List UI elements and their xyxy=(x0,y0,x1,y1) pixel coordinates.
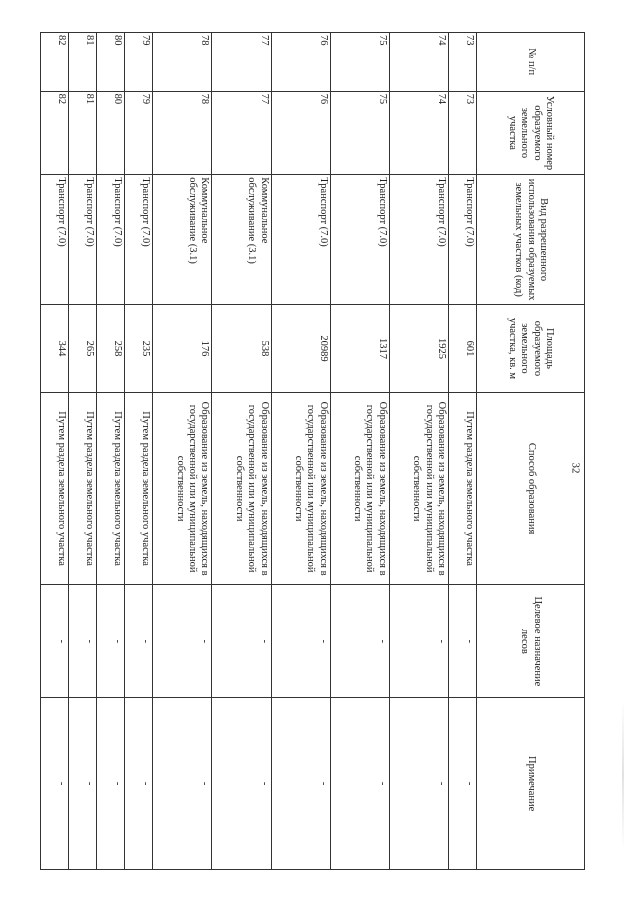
cell-vid: Транспорт (7.0) xyxy=(41,175,69,305)
cell-n: 77 xyxy=(212,33,271,92)
cell-vid: Транспорт (7.0) xyxy=(97,175,125,305)
table-row xyxy=(41,33,69,870)
cell-vid: Транспорт (7.0) xyxy=(125,175,153,305)
cell-vid: Коммунальное обслуживание (3.1) xyxy=(153,175,212,305)
cell-cond: 76 xyxy=(271,91,330,175)
cell-method: Образование из земель, находящихся в государственной или муниципальной собственности xyxy=(271,392,330,585)
table-row xyxy=(212,33,271,870)
cell-vid: Транспорт (7.0) xyxy=(271,175,330,305)
cell-note: - xyxy=(271,698,330,870)
cell-note: - xyxy=(125,698,153,870)
cell-method: Образование из земель, находящихся в государственной или муниципальной собственности xyxy=(212,392,271,585)
cell-area: 258 xyxy=(97,305,125,393)
header-note: Примечание xyxy=(477,698,585,870)
cell-area: 1925 xyxy=(389,305,448,393)
header-method: Способ образования xyxy=(477,392,585,585)
cell-area: 538 xyxy=(212,305,271,393)
land-plots-table xyxy=(40,32,585,870)
cell-area: 235 xyxy=(125,305,153,393)
cell-area: 601 xyxy=(448,305,476,393)
rotated-table-container xyxy=(40,32,585,870)
cell-note: - xyxy=(212,698,271,870)
cell-vid: Транспорт (7.0) xyxy=(69,175,97,305)
cell-note: - xyxy=(448,698,476,870)
cell-method: Образование из земель, находящихся в государственной или муниципальной собственности xyxy=(389,392,448,585)
cell-note: - xyxy=(97,698,125,870)
scan-edge-mark xyxy=(622,700,624,850)
cell-cond: 77 xyxy=(212,91,271,175)
cell-area: 20989 xyxy=(271,305,330,393)
cell-n: 76 xyxy=(271,33,330,92)
table-row xyxy=(330,33,389,870)
cell-area: 176 xyxy=(153,305,212,393)
table-row xyxy=(448,33,476,870)
cell-forest: - xyxy=(212,585,271,698)
cell-vid: Транспорт (7.0) xyxy=(389,175,448,305)
cell-vid: Коммунальное обслуживание (3.1) xyxy=(212,175,271,305)
header-area: Площадь образуемого земельного участка, кв. м xyxy=(477,305,585,393)
cell-n: 74 xyxy=(389,33,448,92)
cell-n: 73 xyxy=(448,33,476,92)
cell-cond: 78 xyxy=(153,91,212,175)
cell-method: Путем раздела земельного участка xyxy=(448,392,476,585)
cell-forest: - xyxy=(69,585,97,698)
cell-cond: 81 xyxy=(69,91,97,175)
cell-cond: 79 xyxy=(125,91,153,175)
table-row xyxy=(125,33,153,870)
header-forest: Целевое назначение лесов xyxy=(477,585,585,698)
cell-note: - xyxy=(69,698,97,870)
cell-forest: - xyxy=(41,585,69,698)
page-number: 32 xyxy=(569,462,582,474)
table-row xyxy=(153,33,212,870)
cell-note: - xyxy=(153,698,212,870)
cell-n: 79 xyxy=(125,33,153,92)
cell-method: Образование из земель, находящихся в государственной или муниципальной собственности xyxy=(330,392,389,585)
table-row xyxy=(389,33,448,870)
cell-note: - xyxy=(330,698,389,870)
cell-area: 265 xyxy=(69,305,97,393)
cell-method: Путем раздела земельного участка xyxy=(69,392,97,585)
cell-forest: - xyxy=(448,585,476,698)
cell-area: 344 xyxy=(41,305,69,393)
cell-area: 1317 xyxy=(330,305,389,393)
cell-forest: - xyxy=(389,585,448,698)
cell-forest: - xyxy=(125,585,153,698)
cell-vid: Транспорт (7.0) xyxy=(448,175,476,305)
cell-cond: 74 xyxy=(389,91,448,175)
cell-cond: 80 xyxy=(97,91,125,175)
cell-forest: - xyxy=(153,585,212,698)
cell-vid: Транспорт (7.0) xyxy=(330,175,389,305)
cell-cond: 75 xyxy=(330,91,389,175)
cell-note: - xyxy=(41,698,69,870)
cell-forest: - xyxy=(330,585,389,698)
cell-n: 82 xyxy=(41,33,69,92)
cell-n: 78 xyxy=(153,33,212,92)
table-row xyxy=(97,33,125,870)
table-header-row xyxy=(477,33,585,870)
table-row xyxy=(271,33,330,870)
header-vid: Вид разрешенного использования образуемых земельных участков (код) xyxy=(477,175,585,305)
header-n: № п/п xyxy=(477,33,585,92)
cell-method: Путем раздела земельного участка xyxy=(97,392,125,585)
cell-note: - xyxy=(389,698,448,870)
cell-cond: 73 xyxy=(448,91,476,175)
cell-n: 75 xyxy=(330,33,389,92)
cell-n: 81 xyxy=(69,33,97,92)
cell-method: Путем раздела земельного участка xyxy=(125,392,153,585)
cell-forest: - xyxy=(271,585,330,698)
cell-method: Путем раздела земельного участка xyxy=(41,392,69,585)
cell-forest: - xyxy=(97,585,125,698)
cell-cond: 82 xyxy=(41,91,69,175)
cell-n: 80 xyxy=(97,33,125,92)
table-row xyxy=(69,33,97,870)
header-cond-num: Условный номер образуемого земельного участка xyxy=(477,91,585,175)
cell-method: Образование из земель, находящихся в государственной или муниципальной собственности xyxy=(153,392,212,585)
